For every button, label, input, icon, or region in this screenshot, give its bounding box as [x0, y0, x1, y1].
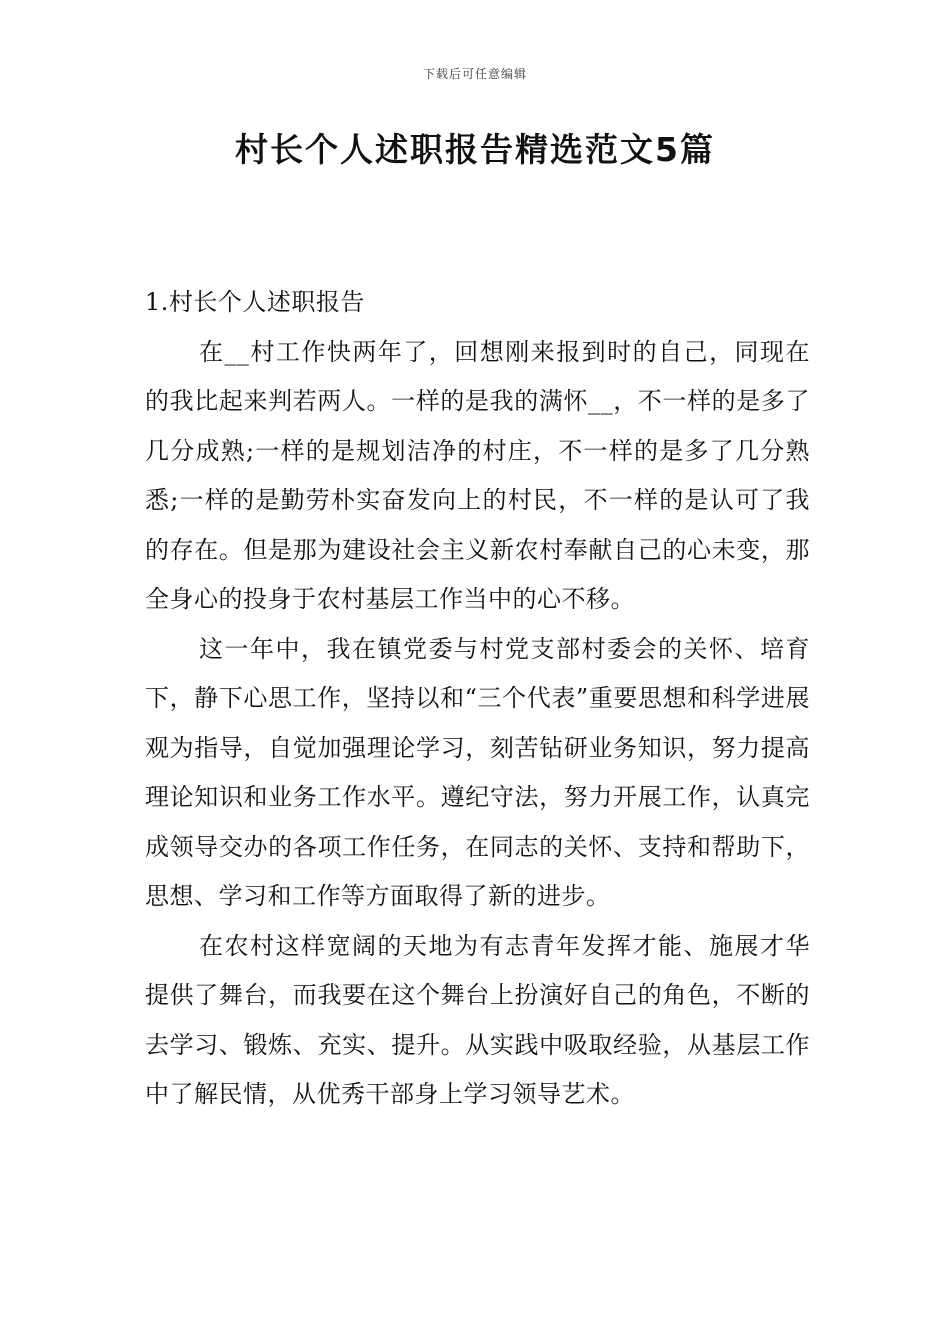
paragraph-2: 这一年中，我在镇党委与村党支部村委会的关怀、培育下，静下心思工作，坚持以和“三个代表”重要思想和科学进展观为指导，自觉加强理论学习，刻苦钻研业务知识，努力提高理论知识和业务工作水平。遵纪守法，努力开展工作，认真完成领导交办的各项工作任务，在同志的关怀、支持和帮助下，思想、学习和工作等方面取得了新的进步。 [145, 634, 810, 910]
paragraph-3: 在农村这样宽阔的天地为有志青年发挥才能、施展才华提供了舞台，而我要在这个舞台上扮演好自己的角色，不断的去学习、锻炼、充实、提升。从实践中吸取经验，从基层工作中了解民情，从优秀干部身上学习领导艺术。 [145, 931, 810, 1108]
paragraph-1: 在__村工作快两年了，回想刚来报到时的自己，同现在的我比起来判若两人。一样的是我的满怀__，不一样的是多了几分成熟;一样的是规划洁净的村庄，不一样的是多了几分熟悉;一样的是勤劳朴实奋发向上的村民，不一样的是认可了我的存在。但是那为建设社会主义新农村奉献自己的心未变，那全身心的投身于农村基层工作当中的心不移。 [145, 337, 810, 613]
section-heading: 1.村长个人述职报告 [145, 288, 365, 316]
download-note: 下载后可任意编辑 [422, 67, 527, 81]
document-body [145, 278, 810, 1120]
document-title: 村长个人述职报告精选范文5篇 [235, 130, 715, 169]
